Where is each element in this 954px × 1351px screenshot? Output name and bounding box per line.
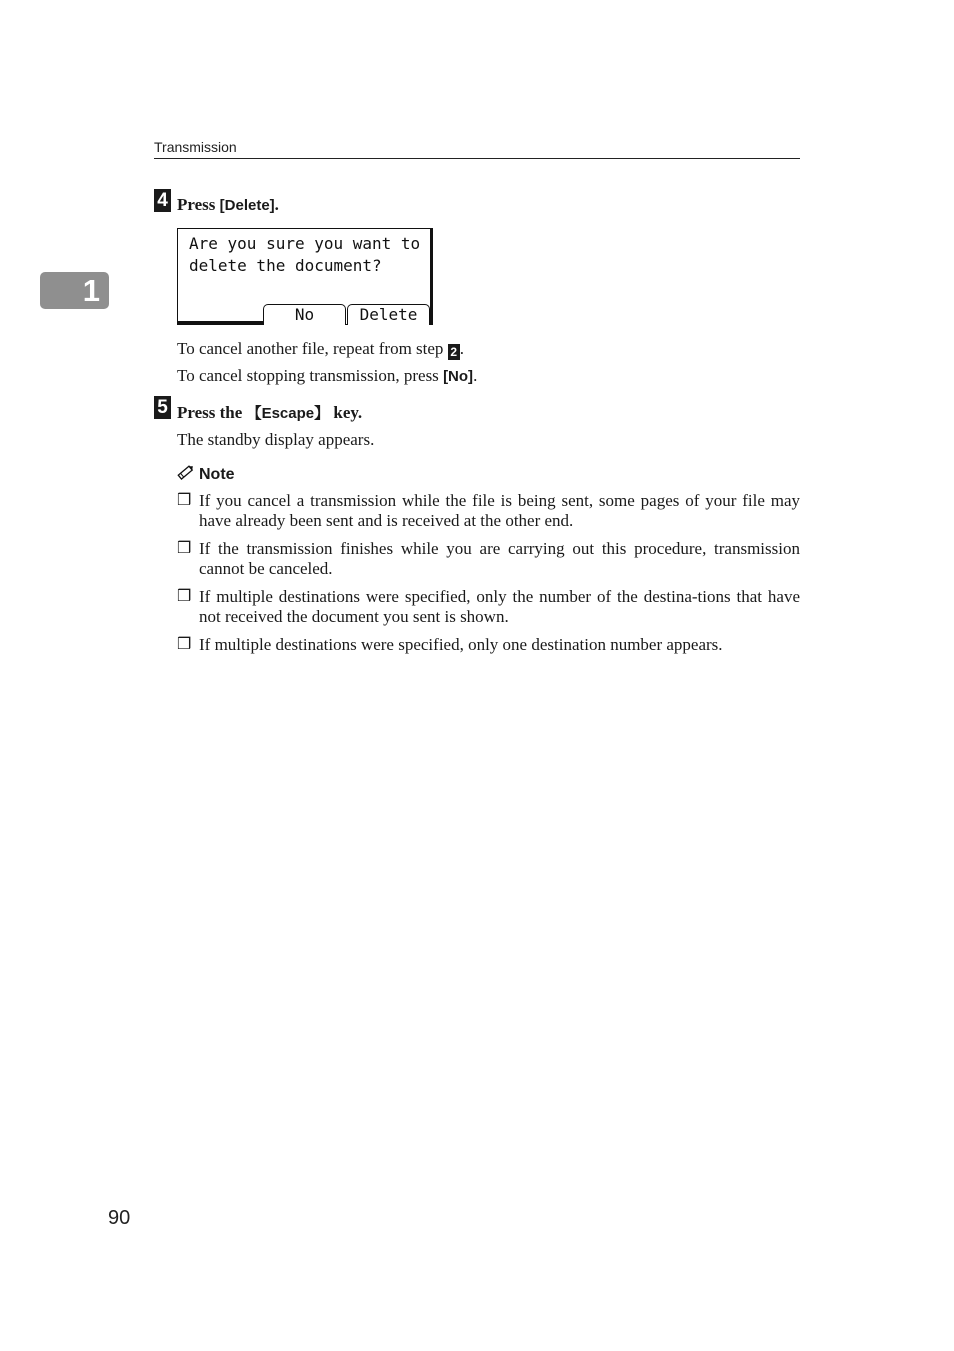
checkbox-icon: ❒ (177, 540, 192, 557)
step-5-suffix: key. (329, 403, 363, 422)
checkbox-icon: ❒ (177, 588, 192, 605)
step-5-title (177, 402, 362, 423)
step-4-prefix: Press (177, 195, 220, 214)
delete-key-label: [Delete] (219, 197, 275, 214)
escape-key-label: 【Escape】 (246, 405, 330, 422)
standby-text: The standby display appears. (177, 430, 375, 449)
lcd-no-button[interactable]: No (263, 304, 346, 325)
cancel-stop-text (177, 366, 477, 386)
step-4-suffix: . (274, 195, 279, 214)
lcd-bottom-bar (178, 321, 263, 324)
cancel-stop-end: . (473, 366, 478, 385)
note-item (177, 539, 800, 579)
no-key-label: [No] (443, 368, 474, 385)
step-5-badge: 5 (154, 396, 171, 419)
lcd-delete-button[interactable]: Delete (347, 304, 430, 325)
header-rule (154, 158, 800, 159)
note-item (177, 491, 800, 531)
step-4-badge: 4 (154, 189, 171, 212)
cancel-stop-label: To cancel stopping transmission, press (177, 366, 444, 385)
note-item-text: If you cancel a transmission while the file is being sent, some pages of your file may have already been sent and is received at the other end. (199, 491, 800, 530)
note-item-text: If multiple destinations were specified, only one destination number appears. (199, 635, 723, 654)
step-5-prefix: Press the (177, 403, 247, 422)
section-title: Transmission (154, 139, 237, 155)
note-item (177, 587, 800, 627)
lcd-display (177, 228, 433, 325)
cancel-other-file-end: . (459, 339, 464, 358)
page-number: 90 (108, 1207, 131, 1229)
cancel-other-file-label: To cancel another file, repeat from step (177, 339, 448, 358)
checkbox-icon: ❒ (177, 492, 192, 509)
note-item-text: If the transmission finishes while you are carrying out this procedure, transmission cannot be canceled. (199, 539, 800, 578)
cancel-other-file-text (177, 339, 464, 360)
pencil-icon (177, 464, 195, 485)
step-2-reference-icon: 2 (448, 344, 460, 360)
lcd-message-line-1: Are you sure you want to (189, 234, 421, 253)
step-4-title (177, 195, 279, 215)
lcd-message-line-2: delete the document? (189, 256, 382, 275)
note-label: Note (199, 465, 235, 483)
note-heading (177, 464, 235, 485)
chapter-number: 1 (82, 273, 100, 308)
note-item-text: If multiple destinations were specified, only the number of the destina-tions that have not received the document you sent is shown. (199, 587, 800, 626)
chapter-tab (40, 272, 109, 309)
checkbox-icon: ❒ (177, 636, 192, 653)
note-item (177, 635, 800, 655)
